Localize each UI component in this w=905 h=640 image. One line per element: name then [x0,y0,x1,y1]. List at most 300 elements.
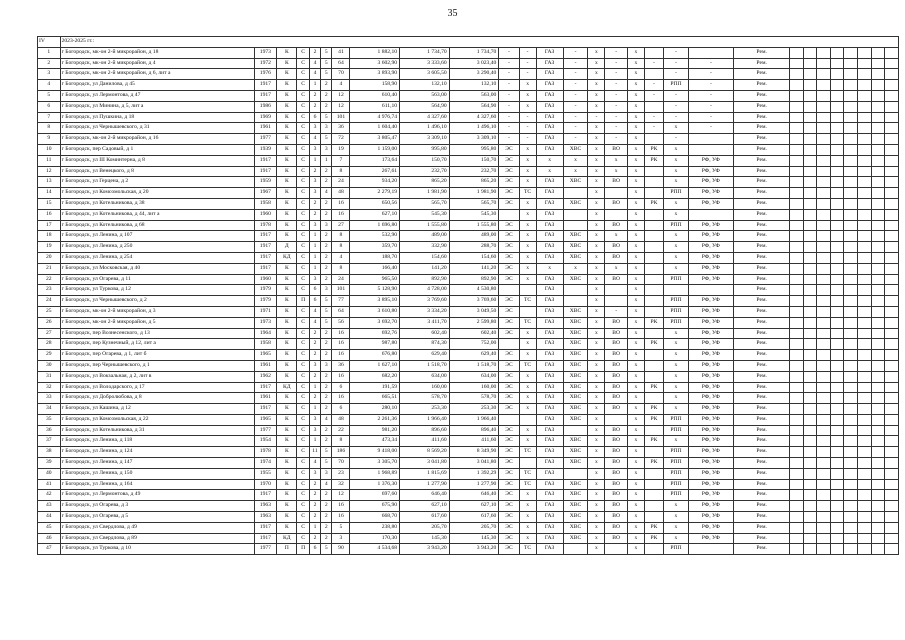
table-cell: ХВС [563,339,588,350]
table-cell: Рем. [733,58,789,69]
empty-cell [803,522,817,533]
table-cell: 32 [38,382,61,393]
table-cell [519,458,536,469]
table-cell: С [297,231,309,242]
table-cell: ХВС [563,242,588,253]
table-cell: 24 [38,296,61,307]
table-cell: С [297,90,309,101]
table-cell: К [277,274,297,285]
empty-cell [817,177,831,188]
table-cell: х [588,69,605,80]
empty-cell [790,285,804,296]
table-cell: 1 [309,80,320,91]
table-cell: 1 [309,522,320,533]
empty-cell [830,58,844,69]
table-cell: х [519,339,536,350]
table-cell: 1917 [254,263,277,274]
empty-cell [830,123,844,134]
table-cell: х [627,274,644,285]
empty-cell [844,501,858,512]
table-cell: ВО [605,328,628,339]
table-cell: ЭС [499,144,519,155]
empty-cell [803,80,817,91]
empty-cell [844,447,858,458]
empty-cell [885,468,899,479]
empty-cell [858,490,872,501]
table-cell: 1 277,90 [400,479,450,490]
empty-cell [803,533,817,544]
table-cell [644,188,663,199]
table-cell: х [627,436,644,447]
table-cell [605,209,628,220]
table-cell: К [277,198,297,209]
empty-cell [790,252,804,263]
table-cell: 3 895,10 [350,296,400,307]
table-cell: х [588,382,605,393]
table-row [38,80,899,91]
table-cell: 1 555,80 [449,220,499,231]
table-cell: Рем. [733,339,789,350]
table-cell: 1979 [254,285,277,296]
empty-cell [817,274,831,285]
empty-cell [858,177,872,188]
table-cell: 629,40 [400,350,450,361]
empty-cell [790,144,804,155]
empty-cell [790,166,804,177]
empty-cell [790,123,804,134]
empty-cell [885,404,899,415]
table-cell: 1969 [254,112,277,123]
table-cell: г Богородск, пер Вознесенского, д 13 [60,328,254,339]
table-cell: х [588,468,605,479]
table-cell: г Богородск, ул Свердлова, д 89 [60,533,254,544]
table-cell [644,512,663,523]
table-cell: С [297,328,309,339]
empty-cell [858,263,872,274]
table-cell: РФ, УФ [688,188,733,199]
table-cell: 2 [309,47,320,58]
table-cell: ГАЗ [536,198,563,209]
empty-cell [790,447,804,458]
table-cell: 2 [321,263,332,274]
table-cell: ГАЗ [536,544,563,555]
table-cell: Рем. [733,144,789,155]
table-cell: ГАЗ [536,58,563,69]
table-cell: К [277,447,297,458]
table-cell: х [627,69,644,80]
table-row [38,317,899,328]
empty-cell [830,436,844,447]
table-cell: РФ, УФ [688,522,733,533]
table-cell: 141,20 [449,263,499,274]
empty-cell [885,285,899,296]
table-cell: х [664,328,689,339]
empty-cell [803,231,817,242]
table-cell: Рем. [733,47,789,58]
table-cell: 2 [321,393,332,404]
empty-cell [858,155,872,166]
table-cell: х [664,263,689,274]
table-cell: х [627,512,644,523]
table-cell: 2 [38,58,61,69]
empty-cell [871,414,885,425]
table-cell: 6 [309,285,320,296]
empty-cell [817,285,831,296]
table-cell: 1 159,00 [350,144,400,155]
table-cell [644,447,663,458]
table-cell: г Богородск, ул Котельникова, д 38 [60,198,254,209]
table-cell: ВО [605,522,628,533]
empty-cell [858,220,872,231]
table-cell: х [627,501,644,512]
empty-cell [871,296,885,307]
table-cell: 4 534,68 [350,544,400,555]
table-cell: 1917 [254,242,277,253]
table-cell: х [664,436,689,447]
empty-cell [858,414,872,425]
table-cell: х [519,522,536,533]
table-cell: 2 599,80 [449,317,499,328]
table-cell: - [605,69,628,80]
table-cell: х [627,209,644,220]
table-cell: 7 [332,155,350,166]
table-cell: ТС [519,447,536,458]
table-cell: РФ, УФ [688,414,733,425]
table-cell: - [605,306,628,317]
table-cell: 48 [332,414,350,425]
empty-cell [803,414,817,425]
table-cell: 1 981,90 [400,188,450,199]
table-cell: 280,10 [350,404,400,415]
table-cell: 154,60 [449,252,499,263]
table-cell: х [588,47,605,58]
table-cell: 1964 [254,328,277,339]
empty-cell [803,242,817,253]
table-cell: К [277,69,297,80]
table-cell: РПП [664,458,689,469]
table-cell [644,285,663,296]
table-cell: х [627,490,644,501]
empty-cell [885,242,899,253]
table-cell: П [297,544,309,555]
empty-cell [817,468,831,479]
table-cell: РФ, УФ [688,231,733,242]
table-cell [644,501,663,512]
table-cell: г Богородск, ул Московская, д 40 [60,263,254,274]
table-cell: ГАЗ [536,404,563,415]
table-cell: Рем. [733,252,789,263]
empty-cell [844,436,858,447]
table-row [38,198,899,209]
table-cell: г Богородск, ул Добролюбова, д 8 [60,393,254,404]
empty-cell [844,188,858,199]
empty-cell [803,360,817,371]
table-cell [644,263,663,274]
empty-cell [844,220,858,231]
table-cell: К [277,360,297,371]
table-cell: ЭС [499,198,519,209]
table-cell: 24 [332,177,350,188]
table-cell: г Богородск, ул Котельникова, д 44, лит а [60,209,254,220]
table-cell: х [627,414,644,425]
table-cell: 1 966,40 [400,414,450,425]
table-cell: х [627,360,644,371]
table-cell: ГАЗ [536,360,563,371]
table-cell: 892,90 [449,274,499,285]
empty-cell [871,274,885,285]
table-cell: х [588,80,605,91]
table-cell: г Богородск, пер Огарева, д 1, лит б [60,350,254,361]
table-cell: - [605,112,628,123]
table-cell: ВО [605,198,628,209]
empty-cell [790,274,804,285]
table-cell: 3 333,60 [400,58,450,69]
table-cell: 602,40 [400,328,450,339]
table-cell: ХВС [563,317,588,328]
table-cell: х [664,123,689,134]
table-row [38,414,899,425]
table-cell: 23 [38,285,61,296]
empty-cell [858,231,872,242]
table-cell [644,134,663,145]
table-cell: Рем. [733,90,789,101]
table-cell: К [277,490,297,501]
table-cell: х [588,144,605,155]
table-cell: С [297,242,309,253]
table-cell: х [627,242,644,253]
empty-cell [858,274,872,285]
empty-cell [885,47,899,58]
table-cell: 46 [38,533,61,544]
table-cell: х [588,339,605,350]
table-cell: 2 [309,328,320,339]
table-cell: 1 815,69 [400,468,450,479]
table-cell: 12 [332,90,350,101]
table-cell: 141,20 [400,263,450,274]
empty-cell [830,425,844,436]
empty-cell [817,155,831,166]
empty-cell [844,458,858,469]
table-cell: г Богородск, ул Огарева, д 11 [60,274,254,285]
table-cell: 2 [309,101,320,112]
empty-cell [871,328,885,339]
table-cell: ЭС [499,512,519,523]
empty-cell [790,90,804,101]
table-cell: С [297,177,309,188]
table-cell: К [277,90,297,101]
empty-cell [790,360,804,371]
table-cell: К [277,296,297,307]
table-cell: ГАЗ [536,101,563,112]
table-cell: С [297,447,309,458]
table-cell: - [499,112,519,123]
table-cell [644,468,663,479]
empty-cell [790,501,804,512]
table-cell: - [605,123,628,134]
table-cell: 3 692,70 [350,317,400,328]
table-cell: 6 [38,101,61,112]
table-cell: х [536,263,563,274]
table-row [38,296,899,307]
empty-cell [803,371,817,382]
empty-cell [885,393,899,404]
table-cell: ЭС [499,371,519,382]
table-cell: 32 [332,479,350,490]
table-cell: 3 610,80 [350,306,400,317]
table-cell: С [297,69,309,80]
table-cell: РПП [664,274,689,285]
table-cell: х [627,468,644,479]
empty-cell [830,198,844,209]
table-cell: 565,70 [400,198,450,209]
table-cell [563,188,588,199]
table-cell: 1 882,10 [350,47,400,58]
table-cell: х [627,458,644,469]
table-cell: 29 [38,350,61,361]
empty-cell [858,533,872,544]
table-cell: С [297,198,309,209]
empty-cell [871,134,885,145]
table-cell: 5 [321,69,332,80]
empty-cell [858,144,872,155]
table-cell: 1 [309,252,320,263]
empty-cell [803,544,817,555]
empty-cell [844,522,858,533]
empty-cell [858,447,872,458]
table-cell: К [277,47,297,58]
table-cell: 634,00 [449,371,499,382]
table-cell: ГАЗ [536,306,563,317]
table-cell: ХВС [563,490,588,501]
table-cell: РК [644,414,663,425]
table-cell: РК [644,317,663,328]
table-cell: 3 [321,220,332,231]
empty-cell [844,58,858,69]
table-cell: ЭС [499,296,519,307]
table-cell: х [588,220,605,231]
table-cell: Рем. [733,231,789,242]
table-cell: 4 [38,80,61,91]
table-cell: 6 [309,296,320,307]
table-cell: - [519,123,536,134]
table-cell: 1917 [254,533,277,544]
table-cell: Рем. [733,69,789,80]
empty-cell [885,501,899,512]
table-cell: г Богородск, ул Володарского, д 17 [60,382,254,393]
empty-cell [830,382,844,393]
table-cell: Рем. [733,80,789,91]
table-cell: 2 [321,425,332,436]
empty-cell [817,371,831,382]
table-cell: 8 [332,263,350,274]
empty-cell [858,328,872,339]
table-cell: РК [644,198,663,209]
table-cell: 1 277,90 [449,479,499,490]
empty-cell [830,522,844,533]
table-cell: П [297,296,309,307]
table-cell: ЭС [499,425,519,436]
table-cell: 28 [38,339,61,350]
table-cell: Рем. [733,490,789,501]
table-cell: 2 [321,90,332,101]
table-cell: КД [277,252,297,263]
table-row [38,425,899,436]
empty-cell [858,544,872,555]
empty-cell [817,263,831,274]
empty-cell [790,382,804,393]
table-cell: 2 279,19 [350,188,400,199]
table-cell: РФ, УФ [688,479,733,490]
table-cell: 865,20 [449,177,499,188]
table-cell: К [277,371,297,382]
empty-cell [817,425,831,436]
table-cell: х [519,220,536,231]
table-cell: х [588,90,605,101]
empty-cell [871,447,885,458]
table-cell: 64 [332,306,350,317]
table-cell: 30 [38,360,61,371]
table-cell: 11 [309,447,320,458]
table-cell: Рем. [733,263,789,274]
table-cell: 4 [309,306,320,317]
table-cell: Рем. [733,468,789,479]
table-cell [499,339,519,350]
table-cell: - [605,134,628,145]
table-cell: 145,30 [400,533,450,544]
table-cell: К [277,58,297,69]
empty-cell [885,458,899,469]
table-cell: г Богородск, ул Чернышевского, д 2 [60,296,254,307]
table-cell: РК [644,533,663,544]
table-cell [644,306,663,317]
table-cell: 981,20 [350,425,400,436]
empty-cell [858,198,872,209]
table-cell: 64 [332,58,350,69]
table-cell: РПП [664,544,689,555]
table-cell: х [588,501,605,512]
table-cell: 1977 [254,425,277,436]
table-cell: 1 [309,242,320,253]
table-cell: ВО [605,436,628,447]
empty-cell [803,490,817,501]
empty-cell [817,404,831,415]
table-cell: 150,70 [449,155,499,166]
table-cell: РПП [664,479,689,490]
empty-cell [803,101,817,112]
table-cell: 31 [38,371,61,382]
table-cell: х [519,155,536,166]
table-cell: Рем. [733,436,789,447]
table-cell: ЭС [499,263,519,274]
table-cell: 166,40 [350,263,400,274]
table-cell: 16 [332,371,350,382]
table-cell: г Богородск, ул Вокзальная, д 2, лит в [60,371,254,382]
table-cell [644,425,663,436]
table-cell: 473,34 [350,436,400,447]
table-cell: РФ, УФ [688,155,733,166]
empty-cell [871,69,885,80]
table-cell: ЭС [499,350,519,361]
empty-cell [858,360,872,371]
empty-cell [858,90,872,101]
empty-cell [803,144,817,155]
table-cell: 40 [38,468,61,479]
table-cell: РК [644,404,663,415]
table-cell: ЭС [499,404,519,415]
table-cell: С [297,112,309,123]
empty-cell [830,285,844,296]
table-cell: РФ, УФ [688,404,733,415]
